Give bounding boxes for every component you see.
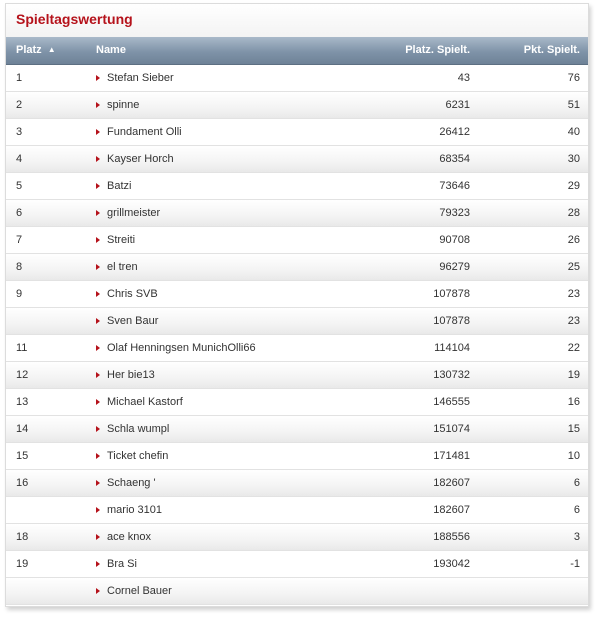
player-link[interactable]: ace knox — [107, 531, 152, 543]
arrow-right-icon — [96, 372, 100, 378]
table-body — [6, 65, 588, 605]
row-rank: 1 — [16, 72, 23, 84]
table-row — [6, 146, 588, 173]
row-rank: 16 — [16, 477, 29, 489]
row-points-season: 15 — [567, 423, 580, 435]
player-link[interactable]: Schaeng ' — [107, 477, 156, 489]
row-rank: 9 — [16, 288, 23, 300]
table-row — [6, 200, 588, 227]
row-points-season: 25 — [567, 261, 580, 273]
player-link[interactable]: Sven Baur — [107, 315, 159, 327]
row-rank: 12 — [16, 369, 29, 381]
table-row — [6, 578, 588, 605]
table-row — [6, 119, 588, 146]
arrow-right-icon — [96, 345, 100, 351]
row-rank: 3 — [16, 126, 23, 138]
row-points-season: 22 — [567, 342, 580, 354]
player-link[interactable]: Fundament Olli — [107, 126, 182, 138]
row-name-cell[interactable] — [96, 173, 131, 199]
row-name-cell[interactable] — [96, 65, 174, 91]
player-link[interactable]: Schla wumpl — [107, 423, 170, 435]
row-place-season: 171481 — [433, 450, 470, 462]
arrow-right-icon — [96, 291, 100, 297]
row-name-cell[interactable] — [96, 389, 183, 415]
arrow-right-icon — [96, 453, 100, 459]
table-row — [6, 308, 588, 335]
arrow-right-icon — [96, 129, 100, 135]
row-name-cell[interactable] — [96, 146, 174, 172]
row-place-season: 193042 — [433, 558, 470, 570]
arrow-right-icon — [96, 183, 100, 189]
row-name-cell[interactable] — [96, 254, 138, 280]
table-row — [6, 497, 588, 524]
arrow-right-icon — [96, 507, 100, 513]
row-points-season: 23 — [567, 315, 580, 327]
row-name-cell[interactable] — [96, 308, 158, 334]
player-link[interactable]: Michael Kastorf — [107, 396, 183, 408]
row-name-cell[interactable] — [96, 362, 155, 388]
row-rank: 11 — [16, 342, 28, 354]
table-row — [6, 254, 588, 281]
player-link[interactable]: Batzi — [107, 180, 132, 192]
arrow-right-icon — [96, 237, 100, 243]
arrow-right-icon — [96, 75, 100, 81]
table-row — [6, 443, 588, 470]
column-header-rank[interactable] — [16, 37, 56, 63]
table-row — [6, 92, 588, 119]
player-link[interactable]: grillmeister — [107, 207, 161, 219]
row-points-season: 51 — [567, 99, 580, 111]
row-rank: 7 — [16, 234, 23, 246]
row-name-cell[interactable] — [96, 416, 169, 442]
arrow-right-icon — [96, 534, 100, 540]
player-link[interactable]: Bra Si — [107, 558, 137, 570]
row-place-season: 73646 — [439, 180, 470, 192]
row-place-season: 43 — [457, 72, 470, 84]
panel-title: Spieltagswertung — [6, 4, 588, 37]
row-points-season: 23 — [567, 288, 580, 300]
player-link[interactable]: mario 3101 — [107, 504, 163, 516]
player-link[interactable]: Her bie13 — [107, 369, 155, 381]
row-points-season: 30 — [567, 153, 580, 165]
column-header-name[interactable]: Name — [96, 44, 126, 56]
row-points-season: 10 — [567, 450, 580, 462]
row-place-season: 107878 — [433, 288, 470, 300]
row-name-cell[interactable] — [96, 200, 160, 226]
row-place-season: 114104 — [434, 342, 470, 354]
row-rank: 13 — [16, 396, 29, 408]
row-points-season: 29 — [567, 180, 580, 192]
row-place-season: 6231 — [445, 99, 470, 111]
player-link[interactable]: Ticket chefin — [107, 450, 169, 462]
arrow-right-icon — [96, 426, 100, 432]
row-name-cell[interactable] — [96, 578, 172, 604]
row-name-cell[interactable] — [96, 443, 168, 469]
player-link[interactable]: Olaf Henningsen MunichOlli66 — [107, 342, 256, 354]
arrow-right-icon — [96, 156, 100, 162]
column-header-place-season[interactable]: Platz. Spielt. — [405, 44, 470, 56]
table-row — [6, 335, 588, 362]
table-header — [6, 37, 588, 65]
row-points-season: 40 — [567, 126, 580, 138]
player-link[interactable]: Streiti — [107, 234, 136, 246]
row-rank: 4 — [16, 153, 23, 165]
ranking-panel — [5, 3, 589, 607]
arrow-right-icon — [96, 561, 100, 567]
player-link[interactable]: el tren — [107, 261, 138, 273]
table-row — [6, 362, 588, 389]
row-rank: 19 — [16, 558, 29, 570]
row-rank: 5 — [16, 180, 23, 192]
row-rank: 6 — [16, 207, 23, 219]
row-points-season: 76 — [567, 72, 580, 84]
player-link[interactable]: spinne — [107, 99, 140, 111]
arrow-right-icon — [96, 264, 100, 270]
arrow-right-icon — [96, 588, 100, 594]
row-name-cell[interactable] — [96, 227, 135, 253]
row-place-season: 188556 — [433, 531, 470, 543]
row-rank: 18 — [16, 531, 29, 543]
table-row — [6, 65, 588, 92]
row-points-season: 6 — [573, 504, 580, 516]
row-name-cell[interactable] — [96, 281, 158, 307]
row-points-season: 16 — [567, 396, 580, 408]
row-name-cell[interactable] — [96, 497, 162, 523]
row-rank: 15 — [16, 450, 29, 462]
table-row — [6, 227, 588, 254]
row-place-season: 182607 — [433, 504, 470, 516]
column-header-points-season[interactable]: Pkt. Spielt. — [523, 44, 580, 56]
row-name-cell[interactable] — [96, 470, 156, 496]
player-link[interactable]: Cornel Bauer — [107, 585, 172, 597]
row-place-season: 182607 — [433, 477, 470, 489]
row-place-season: 79323 — [439, 207, 470, 219]
arrow-right-icon — [96, 318, 100, 324]
row-rank: 8 — [16, 261, 23, 273]
row-place-season: 130732 — [433, 369, 470, 381]
row-place-season: 90708 — [439, 234, 470, 246]
column-header-rank-label: Platz — [16, 44, 42, 56]
player-link[interactable]: Kayser Horch — [107, 153, 174, 165]
row-name-cell[interactable] — [96, 551, 137, 577]
row-rank: 14 — [16, 423, 29, 435]
row-place-season: 146555 — [433, 396, 470, 408]
arrow-right-icon — [96, 210, 100, 216]
table-row — [6, 524, 588, 551]
row-place-season: 107878 — [433, 315, 470, 327]
player-link[interactable]: Stefan Sieber — [107, 72, 174, 84]
row-points-season: 3 — [573, 531, 580, 543]
row-rank: 2 — [16, 99, 23, 111]
table-row — [6, 551, 588, 578]
sort-up-icon[interactable]: ▲ — [47, 45, 56, 54]
row-points-season: 26 — [567, 234, 580, 246]
table-row — [6, 173, 588, 200]
row-place-season: 151074 — [433, 423, 470, 435]
row-name-cell[interactable] — [96, 524, 151, 550]
table-row — [6, 281, 588, 308]
row-place-season: 96279 — [439, 261, 470, 273]
row-name-cell[interactable] — [96, 92, 139, 118]
table-row — [6, 416, 588, 443]
row-place-season: 26412 — [439, 126, 470, 138]
row-points-season: 6 — [573, 477, 580, 489]
table-row — [6, 389, 588, 416]
row-place-season: 68354 — [439, 153, 470, 165]
row-points-season: -1 — [570, 558, 580, 570]
row-name-cell[interactable] — [96, 119, 182, 145]
arrow-right-icon — [96, 480, 100, 486]
row-name-cell[interactable] — [96, 335, 256, 361]
table-row — [6, 470, 588, 497]
row-points-season: 28 — [567, 207, 580, 219]
arrow-right-icon — [96, 102, 100, 108]
arrow-right-icon — [96, 399, 100, 405]
row-points-season: 19 — [567, 369, 580, 381]
player-link[interactable]: Chris SVB — [107, 288, 158, 300]
